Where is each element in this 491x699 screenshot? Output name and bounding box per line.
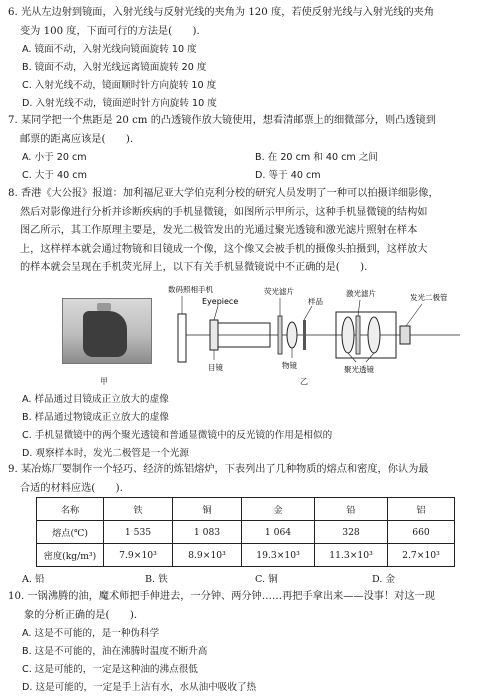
figure-caption-yi: 乙 — [300, 377, 308, 386]
q8-option-c[interactable]: C. 手机显微镜中的两个聚光透镜和普通显微镜中的反光镜的作用是相似的 — [22, 430, 333, 441]
question-10 — [8, 588, 482, 625]
table-cell: 660 — [388, 521, 455, 544]
question-9 — [8, 461, 482, 498]
q7-option-b[interactable]: B. 在 20 cm 和 40 cm 之间 — [255, 152, 379, 163]
q8-stem-line1: 8. 香港《大公报》报道：加利福尼亚大学伯克利分校的研究人员发明了一种可以拍摄详细影像， — [8, 188, 439, 199]
q9-option-d[interactable]: D. 金 — [372, 574, 396, 585]
fluorescence-filter-shape — [278, 316, 282, 354]
condenser-lens-2-shape — [368, 317, 380, 353]
q6-option-a[interactable]: A. 镜面不动，入射光线向镜面旋转 10 度 — [22, 44, 197, 55]
table-row-label: 密度(kg/m³) — [37, 544, 104, 567]
label-objective: 物镜 — [282, 361, 297, 370]
q10-stem-line2: 象的分析正确的是( ). — [24, 609, 138, 621]
leader-laser — [358, 300, 360, 316]
table-cell: 2.7×10³ — [388, 544, 455, 567]
q8-option-d[interactable]: D. 观察样本时，发光二极管是一个光源 — [22, 448, 189, 459]
q7-option-d[interactable]: D. 等于 40 cm — [255, 170, 321, 181]
question-7 — [8, 112, 482, 149]
q8-option-b[interactable]: B. 样品通过物镜成正立放大的虚像 — [22, 412, 169, 423]
table-cell: 11.3×10³ — [315, 544, 388, 567]
q9-option-a[interactable]: A. 铅 — [22, 574, 45, 585]
q9-stem-line2: 合适的材料应选( ). — [20, 482, 123, 494]
q10-option-d[interactable]: D. 这是可能的，一定是手上沾有水，水从油中吸收了热 — [22, 682, 257, 693]
label-camera-phone: 数码照相手机 — [168, 285, 213, 294]
q8-stem-line3: 图乙所示，其工作原理主要是，发光二极管发出的光通过聚光透镜和激光滤片照射在样本 — [20, 225, 418, 236]
question-6 — [8, 4, 482, 41]
melting-density-table — [36, 497, 455, 567]
phone-body-shape — [178, 314, 186, 362]
label-condenser: 聚光透镜 — [344, 365, 374, 374]
q7-stem-line2: 邮票的距离应该是( ). — [20, 133, 134, 145]
q10-option-a[interactable]: A. 这是不可能的，是一种伪科学 — [22, 628, 160, 639]
q6-stem-line2: 变为 100 度，下面可行的方法是( ). — [20, 25, 200, 37]
table-header-cell: 名称 — [37, 498, 104, 521]
q6-option-d[interactable]: D. 入射光线不动，镜面逆时针方向旋转 10 度 — [22, 98, 217, 109]
objective-lens-shape — [287, 322, 297, 348]
table-cell: 1 535 — [104, 521, 173, 544]
led-shape — [400, 326, 410, 344]
q10-stem-line1: 10. 一锅沸腾的油，魔术师把手伸进去，一分钟、两分钟……再把手拿出来——没事！对这一现 — [8, 591, 435, 602]
q8-stem-line2: 然后对影像进行分析并诊断疾病的手机显微镜，如图所示甲所示，这种手机显微镜的结构如 — [20, 206, 428, 218]
table-cell: 1 064 — [242, 521, 315, 544]
label-eyepiece: Eyepiece — [202, 297, 239, 306]
q6-option-b[interactable]: B. 镜面不动，入射光线远离镜面旋转 20 度 — [22, 62, 207, 73]
q9-option-c[interactable]: C. 铜 — [255, 574, 278, 585]
table-header-row — [37, 498, 455, 521]
label-laser-filter: 激光滤片 — [346, 289, 376, 298]
q9-option-b[interactable]: B. 铁 — [145, 574, 168, 585]
table-cell: 19.3×10³ — [242, 544, 315, 567]
leader-led — [406, 304, 422, 326]
phone-microscope-photo — [62, 298, 152, 364]
leader-sample — [304, 306, 312, 320]
label-led: 发光二极管 — [410, 293, 448, 302]
table-header-cell: 铝 — [388, 498, 455, 521]
table-row — [37, 544, 455, 567]
label-fluorescence-filter: 荧光滤片 — [264, 287, 294, 296]
q8-stem-line4: 上，这样样本就会通过物镜和目镜成一个像，这个像又会被手机的摄像头拍摄到，这样放大 — [20, 243, 428, 255]
q9-stem-line1: 9. 某冶炼厂要制作一个轻巧、经济的炼铝熔炉，下表列出了几种物质的熔点和密度，你认为最 — [8, 464, 429, 475]
figure-caption-jia: 甲 — [100, 377, 108, 386]
leader-eyepiece — [214, 306, 218, 320]
q6-stem-line1: 6. 光从左边射到镜面，入射光线与反射光线的夹角为 120 度，若使反射光线与入射光线的夹角 — [8, 7, 435, 18]
q8-option-a[interactable]: A. 样品通过目镜成正立放大的虚像 — [22, 394, 169, 405]
table-header-cell: 金 — [242, 498, 315, 521]
q7-option-a[interactable]: A. 小于 20 cm — [22, 152, 87, 163]
sample-slide-shape — [303, 320, 306, 350]
hand-holding-phone-image — [83, 311, 127, 357]
q7-stem-line1: 7. 某同学把一个焦距是 20 cm 的凸透镜作放大镜使用，想看清邮票上的细微部分，则凸透镜到 — [8, 115, 436, 126]
q7-option-c[interactable]: C. 大于 40 cm — [22, 170, 87, 181]
table-header-cell: 铁 — [104, 498, 173, 521]
table-cell: 7.9×10³ — [104, 544, 173, 567]
table-row-label: 熔点(℃) — [37, 521, 104, 544]
eyepiece-lens-shape — [210, 320, 218, 350]
condenser-lens-1-shape — [342, 317, 354, 353]
table-row — [37, 521, 455, 544]
q8-stem-line5: 的样本就会呈现在手机荧光屏上，以下有关手机显微镜说中不正确的是( ). — [20, 262, 368, 273]
q10-option-c[interactable]: C. 这是可能的，一定是这种油的沸点很低 — [22, 664, 198, 675]
question-8 — [8, 185, 482, 278]
table-header-cell: 铜 — [173, 498, 242, 521]
phone-microscope-diagram — [160, 282, 485, 382]
microscope-attachment-image — [97, 303, 111, 311]
laser-filter-shape — [356, 316, 360, 354]
label-eye-lens: 目镜 — [208, 363, 223, 372]
q10-option-b[interactable]: B. 这是不可能的，油在沸腾时温度不断升高 — [22, 646, 208, 657]
table-cell: 1 083 — [173, 521, 242, 544]
table-header-cell: 铅 — [315, 498, 388, 521]
label-sample: 样品 — [308, 297, 323, 306]
q6-option-c[interactable]: C. 入射光线不动，镜面顺时针方向旋转 10 度 — [22, 80, 217, 91]
table-cell: 8.9×10³ — [173, 544, 242, 567]
table-cell: 328 — [315, 521, 388, 544]
